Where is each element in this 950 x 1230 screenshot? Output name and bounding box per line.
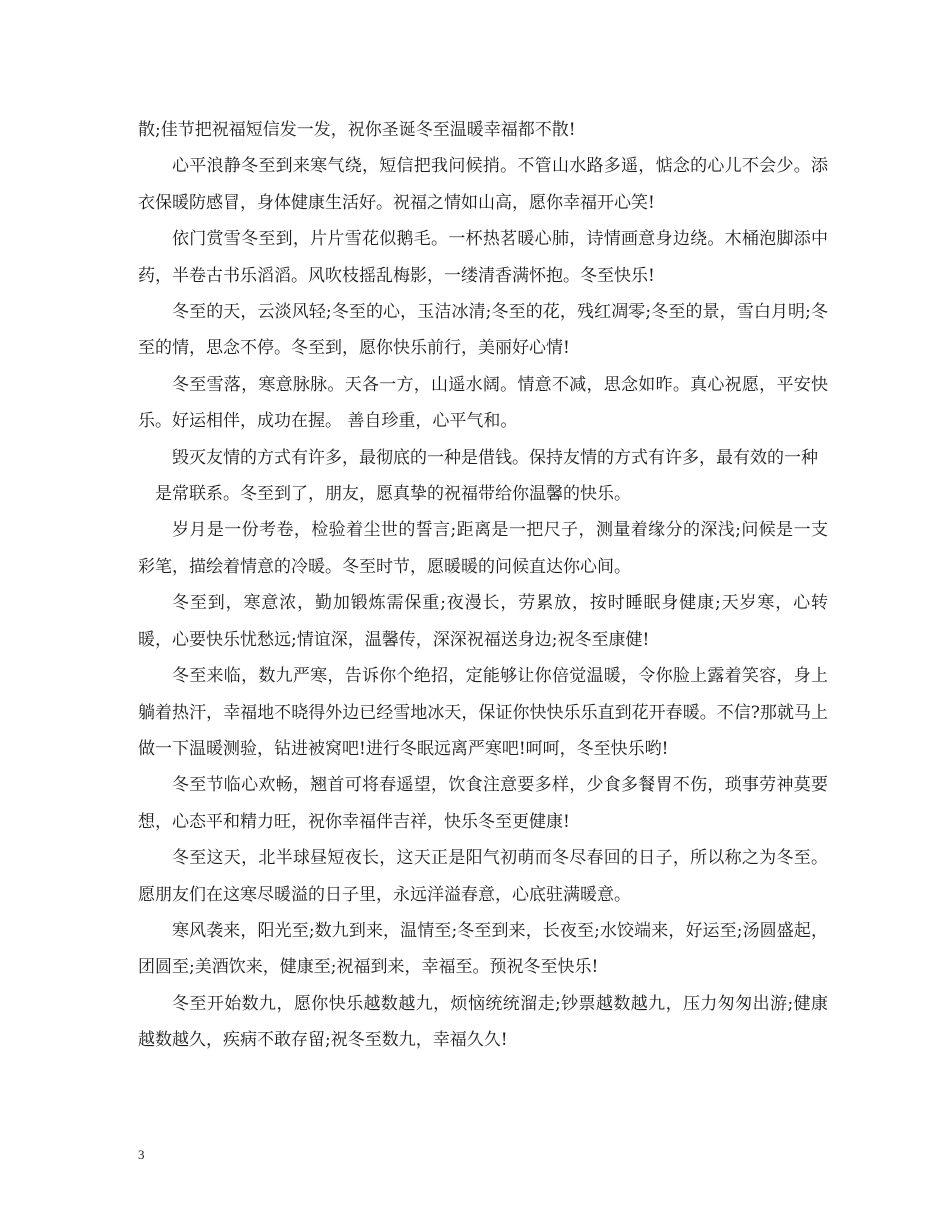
paragraph-8: 冬至到，寒意浓，勤加锻炼需保重;夜漫长，劳累放，按时睡眠身健康;天岁寒，心转暖，心要快乐忧愁远;情谊深，温馨传，深深祝福送身边;祝冬至康健! xyxy=(138,593,828,650)
document-body xyxy=(138,112,828,1059)
paragraph-0: 散;佳节把祝福短信发一发，祝你圣诞冬至温暖幸福都不散! xyxy=(138,120,576,140)
paragraph-6: 是常联系。冬至到了，朋友，愿真挚的祝福带给你温馨的快乐。 xyxy=(155,484,631,505)
paragraph-12: 寒风袭来，阳光至;数九到来，温情至;冬至到来，长夜至;水饺端来，好运至;汤圆盛起，团圆至;美酒饮来，健康至;祝福到来，幸福至。预祝冬至快乐! xyxy=(138,920,828,978)
paragraph-7: 岁月是一份考卷，检验着尘世的誓言;距离是一把尺子，测量着缘分的深浅;问候是一支彩笔，描绘着情意的冷暖。冬至时节，愿暖暖的问候直达你心间。 xyxy=(138,520,828,577)
paragraph-2: 依门赏雪冬至到，片片雪花似鹅毛。一杯热茗暖心肺，诗情画意身边绕。木桶泡脚添中药，半卷古书乐滔滔。风吹枝摇乱梅影，一缕清香满怀抱。冬至快乐! xyxy=(138,229,828,286)
page-number: 3 xyxy=(138,1147,145,1162)
paragraph-1: 心平浪静冬至到来寒气绕，短信把我问候捎。不管山水路多遥，惦念的心儿不会少。添衣保暖防感冒，身体健康生活好。祝福之情如山高，愿你幸福开心笑! xyxy=(138,156,828,213)
paragraph-10: 冬至节临心欢畅，翘首可将春遥望，饮食注意要多样，少食多餐胃不伤，琐事劳神莫要想，心态平和精力旺，祝你幸福伴吉祥，快乐冬至更健康! xyxy=(138,775,828,832)
paragraph-4: 冬至雪落，寒意脉脉。天各一方，山遥水阔。情意不减，思念如昨。真心祝愿，平安快乐。好运相伴，成功在握。 善自珍重，心平气和。 xyxy=(138,374,828,432)
paragraph-3: 冬至的天，云淡风轻;冬至的心，玉洁冰清;冬至的花，残红凋零;冬至的景，雪白月明;冬至的情，思念不停。冬至到，愿你快乐前行，美丽好心情! xyxy=(138,302,828,359)
paragraph-13: 冬至开始数九，愿你快乐越数越九，烦恼统统溜走;钞票越数越九，压力匆匆出游;健康越数越久，疾病不敢存留;祝冬至数九，幸福久久! xyxy=(138,993,828,1051)
paragraph-5: 毁灭友情的方式有许多，最彻底的一种是借钱。保持友情的方式有许多，最有效的一种 xyxy=(172,447,818,468)
paragraph-11: 冬至这天，北半球昼短夜长，这天正是阳气初萌而冬尽春回的日子，所以称之为冬至。愿朋友们在这寒尽暖溢的日子里，永远洋溢春意，心底驻满暖意。 xyxy=(138,848,828,905)
paragraph-9: 冬至来临，数九严寒，告诉你个绝招，定能够让你倍觉温暖，令你脸上露着笑容，身上躺着热汗，幸福地不晓得外边已经雪地冰天，保证你快快乐乐直到花开春暖。不信?那就马上做一下温暖测验，钻进被窝吧!进行冬眠远离严寒吧!呵呵，冬至快乐哟! xyxy=(138,666,828,759)
